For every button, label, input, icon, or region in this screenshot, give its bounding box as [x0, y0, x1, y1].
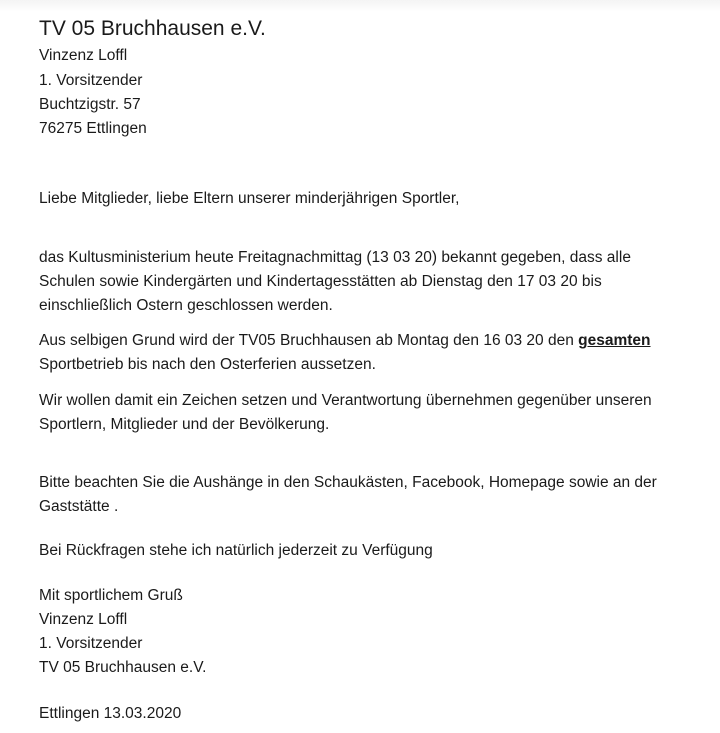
paragraph-2-line-2: Sportbetrieb bis nach den Osterferien aussetzen. [39, 356, 376, 373]
paragraph-3-line-2: Sportlern, Mitglieder und der Bevölkerung. [39, 416, 330, 433]
closing-greeting: Mit sportlichem Gruß [39, 587, 183, 604]
sender-role: 1. Vorsitzender [39, 72, 143, 89]
org-title: TV 05 Bruchhausen e.V. [39, 17, 266, 40]
sender-city: 76275 Ettlingen [39, 120, 147, 137]
paragraph-4-line-2: Gaststätte . [39, 498, 119, 515]
paragraph-3-line-1: Wir wollen damit ein Zeichen setzen und Verantwortung übernehmen gegenüber unseren [39, 392, 652, 409]
paragraph-1-line-3: einschließlich Ostern geschlossen werden. [39, 297, 333, 314]
paragraph-2-text: Aus selbigen Grund wird der TV05 Bruchhausen ab Montag den 16 03 20 den [39, 332, 579, 349]
closing-name: Vinzenz Loffl [39, 611, 128, 628]
paragraph-1-line-1: das Kultusministerium heute Freitagnachmittag (13 03 20) bekannt gegeben, dass alle [39, 249, 631, 266]
paragraph-5: Bei Rückfragen stehe ich natürlich jederzeit zu Verfügung [39, 542, 433, 559]
sender-name: Vinzenz Loffl [39, 47, 128, 64]
paragraph-4-line-1: Bitte beachten Sie die Aushänge in den Schaukästen, Facebook, Homepage sowie an der [39, 474, 657, 491]
emphasis-gesamten: gesamten [578, 332, 651, 349]
sender-street: Buchtzigstr. 57 [39, 96, 141, 113]
paragraph-1-line-2: Schulen sowie Kindergärten und Kindertagesstätten ab Dienstag den 17 03 20 bis [39, 273, 602, 290]
paragraph-2-line-1 [39, 331, 651, 351]
place-date: Ettlingen 13.03.2020 [39, 705, 182, 722]
salutation: Liebe Mitglieder, liebe Eltern unserer minderjährigen Sportler, [39, 190, 460, 207]
closing-role: 1. Vorsitzender [39, 635, 143, 652]
closing-org: TV 05 Bruchhausen e.V. [39, 659, 207, 676]
